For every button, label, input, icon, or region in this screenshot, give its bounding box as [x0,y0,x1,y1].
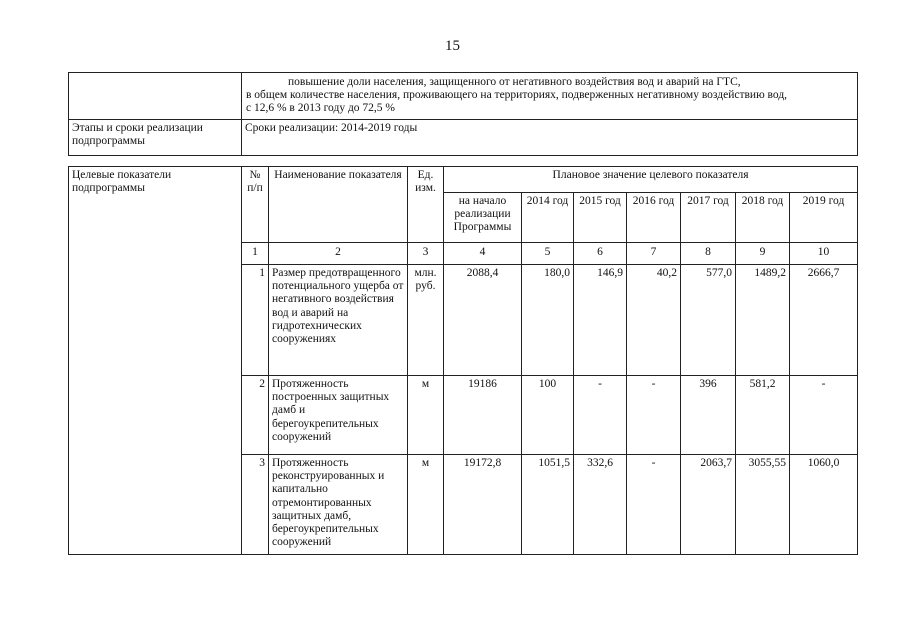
intro-row-stages [69,120,858,156]
row-value: 581,2 [736,376,790,455]
row-unit: млн. руб. [408,265,444,376]
row-value: 1051,5 [522,455,574,555]
header-year-2016: 2016 год [627,193,681,243]
page-number: 15 [445,38,460,54]
row-value: 3055,55 [736,455,790,555]
row-value: 19172,8 [444,455,522,555]
header-year-2017: 2017 год [681,193,736,243]
goal-line-3: с 12,6 % в 2013 году до 72,5 % [246,102,395,115]
row-value: 396 [681,376,736,455]
header-year-2015: 2015 год [574,193,627,243]
stages-label: Этапы и сроки реализации подпрограммы [69,120,242,156]
index-cell: 1 [242,243,269,265]
index-cell: 4 [444,243,522,265]
intro-empty-cell [69,73,242,120]
row-value: 180,0 [522,265,574,376]
goal-line-1: повышение доли населения, защищенного от негативного воздействия вод и аварий на ГТС, [288,76,741,88]
targets-label: Целевые показатели подпрограммы [69,167,242,555]
header-year-2019: 2019 год [790,193,858,243]
row-value: 19186 [444,376,522,455]
goal-line-2: в общем количестве населения, проживающего на территориях, подверженных негативному воздействию вод, [246,89,788,102]
row-unit: м [408,455,444,555]
row-unit: м [408,376,444,455]
header-row-1 [69,167,858,193]
index-cell: 8 [681,243,736,265]
index-cell: 9 [736,243,790,265]
row-name: Протяженность построенных защитных дамб и берегоукрепительных сооружений [269,376,408,455]
row-num: 3 [242,455,269,555]
row-value: 1489,2 [736,265,790,376]
row-value: - [627,455,681,555]
index-cell: 10 [790,243,858,265]
row-name: Размер предотвращенного потенциального ущерба от негативного воздействия вод и аварий на гидротехнических сооружениях [269,265,408,376]
row-value: - [790,376,858,455]
row-value: - [627,376,681,455]
header-year-2018: 2018 год [736,193,790,243]
row-num: 2 [242,376,269,455]
stages-value: Сроки реализации: 2014-2019 годы [242,120,858,156]
targets-table [68,166,858,555]
row-num: 1 [242,265,269,376]
header-plan: Плановое значение целевого показателя [444,167,858,193]
row-value: 577,0 [681,265,736,376]
header-num: № п/п [242,167,269,243]
index-cell: 7 [627,243,681,265]
row-value: 146,9 [574,265,627,376]
goal-text-cell [242,73,858,120]
intro-table [68,72,858,156]
header-year-2014: 2014 год [522,193,574,243]
row-value: 2063,7 [681,455,736,555]
index-cell: 5 [522,243,574,265]
intro-row-goal [69,73,858,120]
row-value: 2666,7 [790,265,858,376]
row-value: 1060,0 [790,455,858,555]
index-cell: 3 [408,243,444,265]
header-name: Наименование показателя [269,167,408,243]
header-start: на начало реализации Программы [444,193,522,243]
index-cell: 2 [269,243,408,265]
row-value: 100 [522,376,574,455]
row-value: 332,6 [574,455,627,555]
header-unit: Ед. изм. [408,167,444,243]
row-value: 40,2 [627,265,681,376]
index-cell: 6 [574,243,627,265]
row-value: 2088,4 [444,265,522,376]
row-value: - [574,376,627,455]
row-name: Протяженность реконструированных и капитально отремонтированных защитных дамб, берегоукрепительных сооружений [269,455,408,555]
